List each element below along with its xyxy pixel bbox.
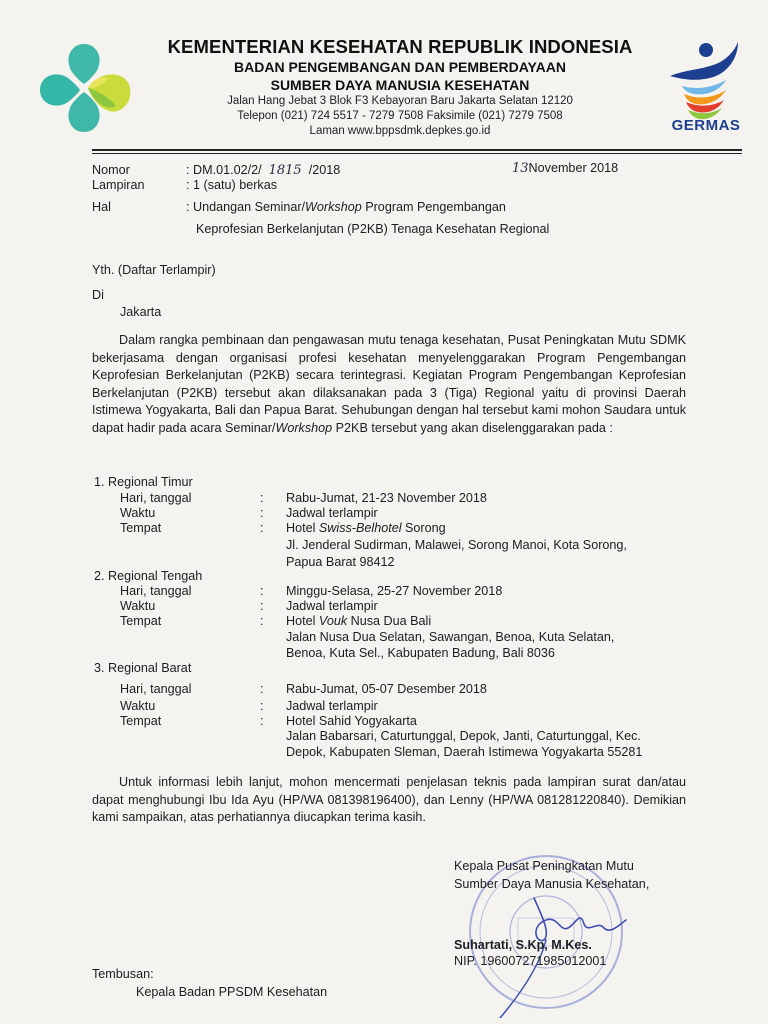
colon: : bbox=[260, 682, 264, 696]
region-1-heading: 1. Regional Timur bbox=[94, 475, 193, 489]
region-2-hari-value: Minggu-Selasa, 25-27 November 2018 bbox=[286, 584, 503, 598]
region-1-address-2: Papua Barat 98412 bbox=[286, 555, 395, 569]
region-3-tempat-label: Tempat bbox=[120, 714, 162, 728]
region-3-hari-label: Hari, tanggal bbox=[120, 682, 192, 696]
letterhead-rule-thin bbox=[92, 153, 742, 154]
hal-label: Hal bbox=[92, 200, 111, 214]
region-2-waktu-label: Waktu bbox=[120, 599, 156, 613]
region-3-waktu-label: Waktu bbox=[120, 699, 156, 713]
tembusan-label: Tembusan: bbox=[92, 967, 154, 981]
website: Laman www.bppsdmk.depkes.go.id bbox=[309, 125, 491, 137]
recipient-city: Jakarta bbox=[120, 305, 162, 319]
recipient-di: Di bbox=[92, 288, 104, 302]
nomor-label: Nomor bbox=[92, 163, 130, 177]
region-3-address-1: Jalan Babarsari, Caturtunggal, Depok, Janti, Caturtunggal, Kec. bbox=[286, 729, 641, 743]
nomor-value: : DM.01.02/2/ 1815 /2018 bbox=[186, 163, 341, 178]
region-1-hari-label: Hari, tanggal bbox=[120, 491, 192, 505]
signer-title-1: Kepala Pusat Peningkatan Mutu bbox=[454, 859, 634, 873]
region-1-tempat-label: Tempat bbox=[120, 521, 162, 535]
phone: Telepon (021) 724 5517 - 7279 7508 Faksimile (021) 7279 7508 bbox=[237, 110, 563, 122]
colon: : bbox=[260, 699, 264, 713]
date-handwritten: 13 bbox=[512, 161, 529, 176]
ministry-logo bbox=[34, 40, 134, 136]
region-1-tempat-value: Hotel Swiss-Belhotel Sorong bbox=[286, 521, 446, 535]
region-2-heading: 2. Regional Tengah bbox=[94, 569, 203, 583]
signer-nip: NIP. 196007271985012001 bbox=[454, 954, 607, 968]
lampiran-value: : 1 (satu) berkas bbox=[186, 178, 277, 192]
region-2-tempat-value: Hotel Vouk Nusa Dua Bali bbox=[286, 614, 432, 628]
colon: : bbox=[260, 599, 264, 613]
region-3-heading: 3. Regional Barat bbox=[94, 661, 192, 675]
letterhead bbox=[150, 36, 650, 139]
letter-date: 13November 2018 bbox=[512, 161, 619, 176]
region-2-waktu-value: Jadwal terlampir bbox=[286, 599, 378, 613]
signer-name: Suhartati, S.Kp, M.Kes. bbox=[454, 938, 592, 952]
tembusan-item: Kepala Badan PPSDM Kesehatan bbox=[136, 985, 328, 999]
ministry-name: KEMENTERIAN KESEHATAN REPUBLIK INDONESIA bbox=[167, 36, 633, 57]
region-3-tempat-value: Hotel Sahid Yogyakarta bbox=[286, 714, 417, 728]
agency-line-2: SUMBER DAYA MANUSIA KESEHATAN bbox=[270, 77, 530, 93]
region-1-hari-value: Rabu-Jumat, 21-23 November 2018 bbox=[286, 491, 487, 505]
region-3-hari-value: Rabu-Jumat, 05-07 Desember 2018 bbox=[286, 682, 487, 696]
region-2-address-1: Jalan Nusa Dua Selatan, Sawangan, Benoa, Kuta Selatan, bbox=[286, 630, 615, 644]
body-paragraph-2: Untuk informasi lebih lanjut, mohon mencermati penjelasan teknis pada lampiran surat dan/atau dapat menghubungi Ibu Ida Ayu (HP/WA 081398196400), dan Lenny (HP/WA 081281220840). Demikian kami sampaikan, atas perhatiannya diucapkan terima kasih. bbox=[92, 775, 686, 825]
germas-wordmark: GERMAS bbox=[671, 117, 741, 134]
colon: : bbox=[260, 584, 264, 598]
region-2-hari-label: Hari, tanggal bbox=[120, 584, 192, 598]
region-1-waktu-label: Waktu bbox=[120, 506, 156, 520]
colon: : bbox=[260, 614, 264, 628]
nomor-handwritten: 1815 bbox=[268, 163, 302, 178]
body-paragraph-1: Dalam rangka pembinaan dan pengawasan mutu tenaga kesehatan, Pusat Peningkatan Mutu SDMK bekerjasama dengan organisasi profesi kesehatan menyelenggarakan Program Pengembangan Keprofesian Berkelanjutan (P2KB) secara terintegrasi. Kegiatan Program Pengembangan Keprofesian Berkelanjutan (P2KB) tersebut akan dilaksanakan pada 3 (Tiga) Regional yaitu di provinsi Daerah Istimewa Yogyakarta, Bali dan Papua Barat. Sehubungan dengan hal tersebut kami mohon Saudara untuk dapat hadir pada acara Seminar/Workshop P2KB tersebut yang akan diselenggarakan pada : bbox=[92, 333, 686, 435]
colon: : bbox=[260, 491, 264, 505]
region-3-address-2: Depok, Kabupaten Sleman, Daerah Istimewa Yogyakarta 55281 bbox=[286, 745, 643, 759]
recipient: Yth. (Daftar Terlampir) bbox=[92, 263, 216, 277]
hal-value: : Undangan Seminar/Workshop Program Pengembangan bbox=[186, 200, 506, 214]
region-3-waktu-value: Jadwal terlampir bbox=[286, 699, 378, 713]
colon: : bbox=[260, 506, 264, 520]
region-2-tempat-label: Tempat bbox=[120, 614, 162, 628]
letterhead-rule bbox=[92, 149, 742, 151]
region-2-address-2: Benoa, Kuta Sel., Kabupaten Badung, Bali 8036 bbox=[286, 646, 555, 660]
colon: : bbox=[260, 714, 264, 728]
address: Jalan Hang Jebat 3 Blok F3 Kebayoran Baru Jakarta Selatan 12120 bbox=[227, 95, 573, 107]
lampiran-label: Lampiran bbox=[92, 178, 145, 192]
colon: : bbox=[260, 521, 264, 535]
region-1-address-1: Jl. Jenderal Sudirman, Malawei, Sorong Manoi, Kota Sorong, bbox=[286, 538, 627, 552]
region-1-waktu-value: Jadwal terlampir bbox=[286, 506, 378, 520]
agency-line-1: BADAN PENGEMBANGAN DAN PEMBERDAYAAN bbox=[234, 59, 566, 75]
hal-line-2: Keprofesian Berkelanjutan (P2KB) Tenaga Kesehatan Regional bbox=[196, 222, 550, 236]
signer-title-2: Sumber Daya Manusia Kesehatan, bbox=[454, 877, 650, 891]
